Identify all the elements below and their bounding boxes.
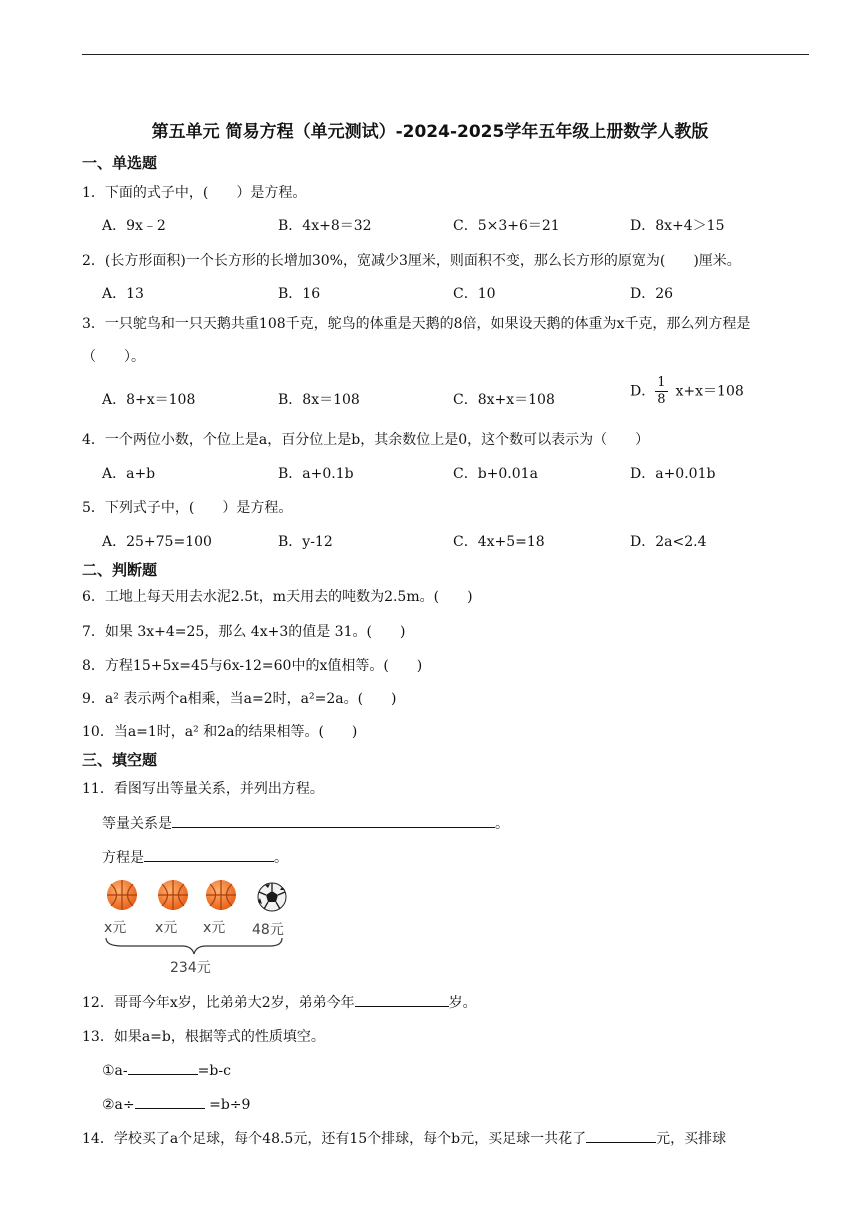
question-14-before: 14．学校买了a个足球，每个48.5元，还有15个排球，每个b元，买足球一共花了 bbox=[82, 1131, 587, 1147]
question-13-line-2-before: ②a÷ bbox=[102, 1097, 135, 1113]
basketball-price-label: x元 bbox=[104, 920, 127, 936]
equation-answer-blank[interactable] bbox=[144, 847, 274, 862]
total-price-label: 234元 bbox=[170, 960, 211, 976]
question-12-before: 12．哥哥今年x岁，比弟弟大2岁，弟弟今年 bbox=[82, 995, 355, 1011]
relation-end: 。 bbox=[495, 816, 509, 832]
question-2-stem: 2．(长方形面积)一个长方形的长增加30%，宽减少3厘米，则面积不变，那么长方形的原宽为( )厘米。 bbox=[82, 253, 741, 269]
section-heading-true-false: 二、判断题 bbox=[82, 561, 158, 579]
question-12-answer-blank[interactable] bbox=[355, 992, 449, 1007]
question-14-after: 元，买排球 bbox=[656, 1131, 727, 1147]
question-12-after: 岁。 bbox=[448, 995, 477, 1011]
question-2-option-b: B．16 bbox=[278, 286, 321, 302]
question-11-equation-line bbox=[102, 847, 288, 867]
question-5-option-c: C．4x+5=18 bbox=[453, 534, 545, 550]
question-5-option-a: A．25+75=100 bbox=[102, 534, 212, 550]
question-13-line-1-before: ①a- bbox=[102, 1063, 128, 1079]
balls-price-figure bbox=[102, 878, 302, 978]
question-11-relation-line bbox=[102, 813, 509, 833]
question-4-option-d: D．a+0.01b bbox=[630, 466, 716, 482]
total-brace bbox=[106, 938, 282, 954]
question-4-stem: 4．一个两位小数，个位上是a，百分位上是b，其余数位上是0，这个数可以表示为（ ） bbox=[82, 432, 650, 448]
question-1-option-c: C．5×3+6＝21 bbox=[453, 218, 560, 234]
question-13-line-1 bbox=[102, 1060, 231, 1079]
relation-label: 等量关系是 bbox=[102, 816, 172, 832]
question-4-option-b: B．a+0.1b bbox=[278, 466, 354, 482]
question-2-option-c: C．10 bbox=[453, 286, 496, 302]
question-6: 6．工地上每天用去水泥2.5t，m天用去的吨数为2.5m。( ) bbox=[82, 589, 473, 605]
basketball-price-label: x元 bbox=[203, 920, 226, 936]
question-13-line-1-after: =b-c bbox=[197, 1063, 231, 1079]
question-2-option-a: A．13 bbox=[102, 286, 144, 302]
question-1-option-a: A．9x﹣2 bbox=[102, 218, 166, 234]
question-13-line-2 bbox=[102, 1094, 250, 1113]
header-rule bbox=[82, 54, 809, 55]
question-3-stem: 3．一只鸵鸟和一只天鹅共重108千克，鸵鸟的体重是天鹅的8倍，如果设天鹅的体重为x千克，那么列方程是（ ）。 bbox=[82, 316, 751, 365]
question-9: 9．a² 表示两个a相乘，当a=2时，a²=2a。( ) bbox=[82, 691, 397, 707]
equation-label: 方程是 bbox=[102, 850, 144, 866]
question-12 bbox=[82, 992, 477, 1012]
question-3-option-d-rest: x+x＝108 bbox=[675, 383, 744, 400]
equation-end: 。 bbox=[274, 850, 288, 866]
page-title: 第五单元 简易方程（单元测试）-2024-2025学年五年级上册数学人教版 bbox=[151, 122, 709, 142]
question-3-option-d bbox=[630, 375, 744, 408]
fraction-denominator: 8 bbox=[657, 392, 666, 407]
question-5-option-d: D．2a<2.4 bbox=[630, 534, 707, 550]
question-1-stem: 1．下面的式子中，( ）是方程。 bbox=[82, 185, 307, 201]
basketball-icon bbox=[107, 880, 137, 910]
question-5-stem: 5．下列式子中，( ）是方程。 bbox=[82, 500, 293, 516]
fraction-one-eighth bbox=[655, 375, 667, 408]
question-4-option-a: A．a+b bbox=[102, 466, 156, 482]
section-heading-single-choice: 一、单选题 bbox=[82, 154, 158, 172]
soccer-ball-icon bbox=[258, 883, 286, 911]
section-heading-fill-in: 三、填空题 bbox=[82, 751, 158, 769]
question-13-line-2-after: =b÷9 bbox=[204, 1097, 251, 1113]
question-10: 10．当a=1时，a² 和2a的结果相等。( ) bbox=[82, 724, 358, 740]
question-3-option-b: B．8x＝108 bbox=[278, 392, 360, 408]
question-13-blank-1[interactable] bbox=[128, 1060, 198, 1075]
question-3-option-d-prefix: D． bbox=[630, 383, 656, 400]
question-14-answer-blank[interactable] bbox=[586, 1128, 656, 1143]
relation-answer-blank[interactable] bbox=[172, 813, 495, 828]
question-7: 7．如果 3x+4=25，那么 4x+3的值是 31。( ) bbox=[82, 624, 406, 640]
fraction-numerator: 1 bbox=[657, 375, 666, 390]
question-3-option-c: C．8x+x＝108 bbox=[453, 392, 555, 408]
question-4-option-c: C．b+0.01a bbox=[453, 466, 538, 482]
question-14 bbox=[82, 1128, 726, 1148]
question-1-option-b: B．4x+8＝32 bbox=[278, 218, 372, 234]
basketball-icon bbox=[158, 880, 188, 910]
basketball-icon bbox=[206, 880, 236, 910]
question-8: 8．方程15+5x=45与6x-12=60中的x值相等。( ) bbox=[82, 658, 423, 674]
question-13-blank-2[interactable] bbox=[135, 1094, 205, 1109]
soccer-price-label: 48元 bbox=[252, 922, 284, 938]
basketball-price-label: x元 bbox=[155, 920, 178, 936]
question-1-option-d: D．8x+4＞15 bbox=[630, 218, 725, 234]
question-11-stem: 11．看图写出等量关系，并列出方程。 bbox=[82, 781, 324, 797]
question-3-option-a: A．8+x＝108 bbox=[102, 392, 196, 408]
question-2-option-d: D．26 bbox=[630, 286, 674, 302]
question-13-stem: 13．如果a=b，根据等式的性质填空。 bbox=[82, 1029, 325, 1045]
question-5-option-b: B．y-12 bbox=[278, 534, 333, 550]
